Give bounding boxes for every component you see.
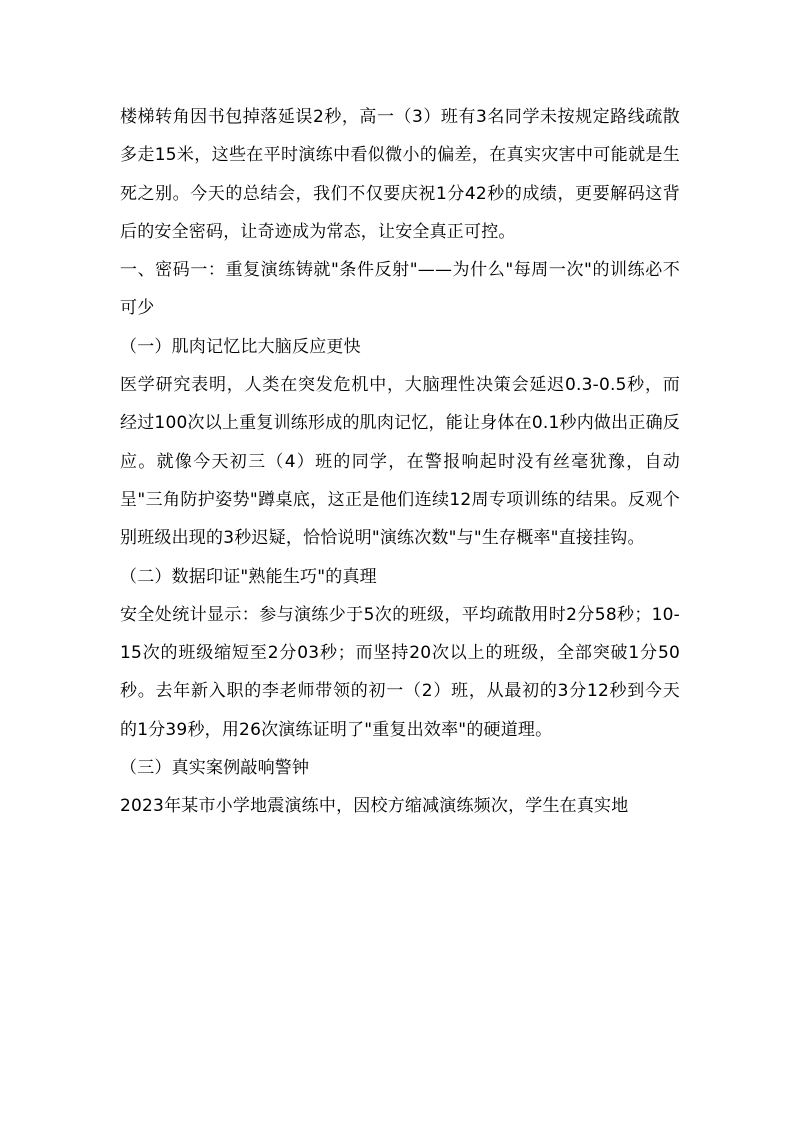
subsection-heading: （二）数据印证"熟能生巧"的真理: [120, 566, 377, 587]
paragraph-body: 医学研究表明，人类在突发危机中，大脑理性决策会延迟0.3-0.5秒，而经过100次以上重复训练形成的肌肉记忆，能让身体在0.1秒内做出正确反应。就像今天初三（4）班的同学，在警报响起时没有丝毫犹豫，自动呈"三角防护姿势"蹲桌底，这正是他们连续12周专项训练的结果。反观个别班级出现的3秒迟疑，恰恰说明"演练次数"与"生存概率"直接挂钩。: [120, 375, 680, 549]
document-body: [120, 98, 680, 826]
section-heading: 一、密码一：重复演练铸就"条件反射"——为什么"每周一次"的训练必不可少: [120, 260, 680, 319]
subsection-heading: （一）肌肉记忆比大脑反应更快: [120, 336, 361, 357]
subsection-heading: （三）真实案例敲响警钟: [120, 758, 310, 779]
paragraph-body: 2023年某市小学地震演练中，因校方缩减演练频次，学生在真实地: [120, 796, 629, 817]
paragraph-body: 安全处统计显示：参与演练少于5次的班级，平均疏散用时2分58秒；10-15次的班级缩短至2分03秒；而坚持20次以上的班级，全部突破1分50秒。去年新入职的李老师带领的初一（2）班，从最初的3分12秒到今天的1分39秒，用26次演练证明了"重复出效率"的硬道理。: [120, 604, 680, 740]
paragraph-intro: 楼梯转角因书包掉落延误2秒，高一（3）班有3名同学未按规定路线疏散多走15米，这些在平时演练中看似微小的偏差，在真实灾害中可能就是生死之别。今天的总结会，我们不仅要庆祝1分42秒的成绩，更要解码这背后的安全密码，让奇迹成为常态，让安全真正可控。: [120, 107, 680, 242]
